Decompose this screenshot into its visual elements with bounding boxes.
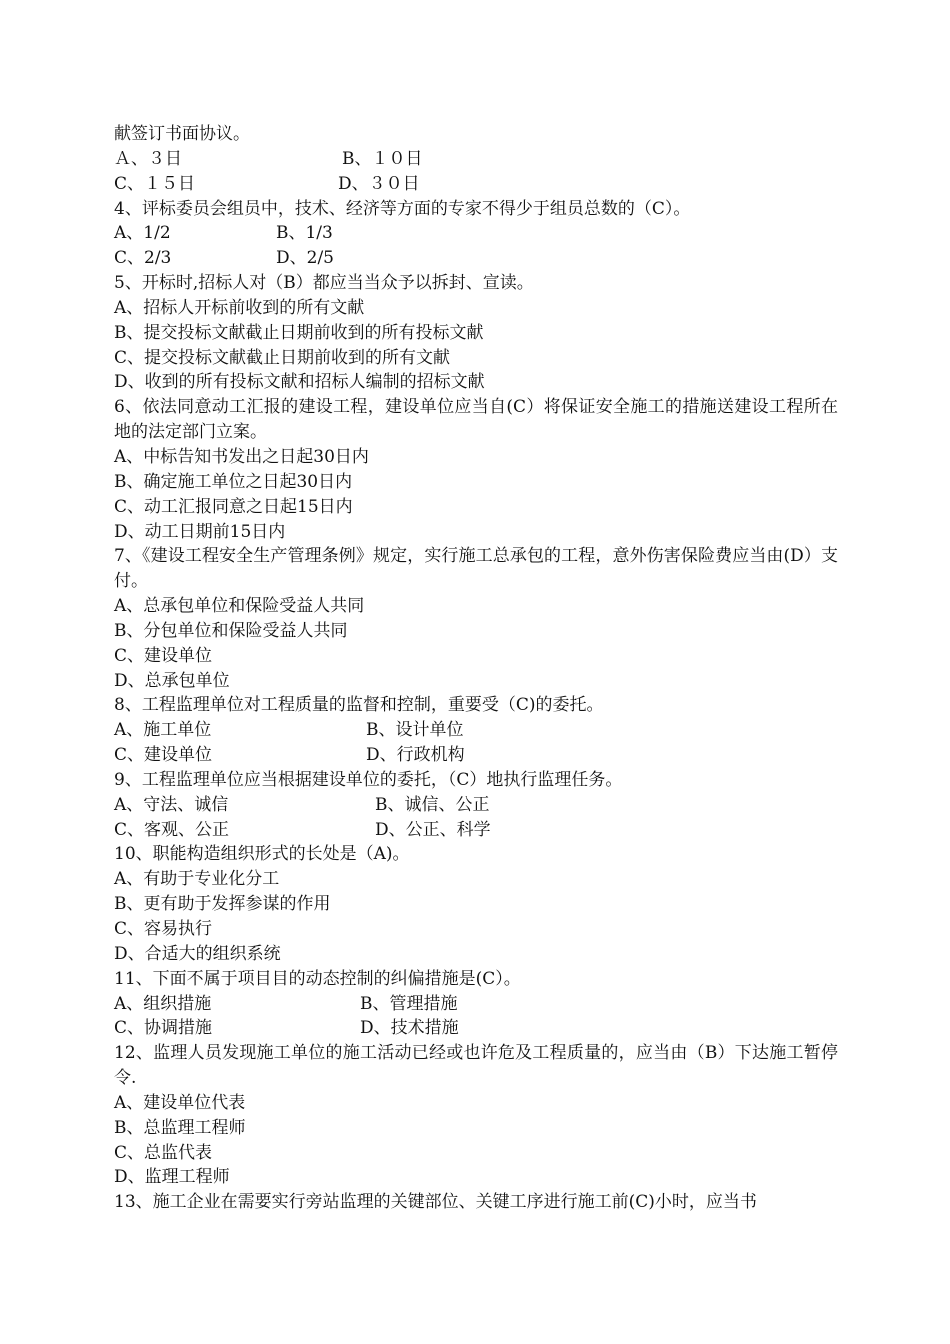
- q11-option-d: D、技术措施: [360, 1018, 459, 1039]
- q5-option-c: C、提交投标文献截止日期前收到的所有文献: [114, 347, 451, 368]
- q10-option-a: A、有助于专业化分工: [114, 869, 280, 890]
- intro-line: 献签订书面协议。: [114, 124, 250, 144]
- q3-option-c: C、１５日: [114, 173, 196, 194]
- q6-option-a: A、中标告知书发出之日起30日内: [114, 446, 369, 467]
- q11-option-b: B、管理措施: [360, 993, 458, 1014]
- q5-option-b: B、提交投标文献截止日期前收到的所有投标文献: [114, 322, 484, 343]
- q9-option-b: B、诚信、公正: [375, 794, 490, 815]
- q8-option-a: A、施工单位: [114, 720, 212, 741]
- q10-option-b: B、更有助于发挥参谋的作用: [114, 894, 331, 915]
- q9-option-d: D、公正、科学: [375, 819, 491, 840]
- q3-option-a: Ａ、３日: [114, 148, 182, 169]
- q12-option-b: B、总监理工程师: [114, 1117, 246, 1138]
- q8-options-row-2: [114, 743, 838, 768]
- q12-stem: 12、监理人员发现施工单位的施工活动已经或也许危及工程质量的，应当由（B）下达施工暂停令.: [114, 1043, 838, 1089]
- q8-stem: 8、工程监理单位对工程质量的监督和控制，重要受（C)的委托。: [114, 695, 604, 716]
- q6-option-d: D、动工日期前15日内: [114, 521, 286, 542]
- q4-option-c: C、2/3: [114, 248, 172, 269]
- q11-stem: 11、下面不属于项目目的动态控制的纠偏措施是(C）。: [114, 968, 521, 989]
- q11-options-row-1: [114, 992, 838, 1017]
- q3-option-b: B、１０日: [342, 148, 423, 169]
- q6-stem: 6、依法同意动工汇报的建设工程，建设单位应当自(C）将保证安全施工的措施送建设工程所在地的法定部门立案。: [114, 397, 838, 443]
- q5-option-d: D、收到的所有投标文献和招标人编制的招标文献: [114, 372, 485, 393]
- q7-option-c: C、建设单位: [114, 645, 213, 666]
- q5-option-a: A、招标人开标前收到的所有文献: [114, 297, 365, 318]
- q4-option-d: D、2/5: [276, 248, 334, 269]
- q11-options-row-2: [114, 1016, 838, 1041]
- q7-option-a: A、总承包单位和保险受益人共同: [114, 596, 365, 617]
- q6-option-b: B、确定施工单位之日起30日内: [114, 471, 353, 492]
- q10-option-d: D、合适大的组织系统: [114, 943, 281, 964]
- q6-option-c: C、动工汇报同意之日起15日内: [114, 496, 353, 517]
- q4-option-a: A、1/2: [114, 223, 171, 244]
- q4-options-row-2: [114, 246, 838, 271]
- q12-option-c: C、总监代表: [114, 1142, 213, 1163]
- q12-option-d: D、监理工程师: [114, 1167, 230, 1188]
- q10-stem: 10、职能构造组织形式的长处是（A)。: [114, 844, 410, 865]
- q10-option-c: C、容易执行: [114, 919, 213, 939]
- q9-stem: 9、工程监理单位应当根据建设单位的委托，（C）地执行监理任务。: [114, 769, 623, 790]
- q13-stem: 13、施工企业在需要实行旁站监理的关键部位、关键工序进行施工前(C)小时，应当书: [114, 1192, 757, 1213]
- q9-option-c: C、客观、公正: [114, 819, 230, 840]
- q4-stem: 4、评标委员会组员中，技术、经济等方面的专家不得少于组员总数的（C）。: [114, 198, 691, 219]
- q3-options-row-1: [114, 147, 838, 172]
- q7-option-d: D、总承包单位: [114, 670, 230, 691]
- q8-option-d: D、行政机构: [366, 745, 465, 766]
- document-body: [114, 122, 838, 1215]
- q7-option-b: B、分包单位和保险受益人共同: [114, 620, 348, 641]
- q11-option-c: C、协调措施: [114, 1018, 213, 1039]
- q8-option-c: C、建设单位: [114, 745, 213, 766]
- q3-options-row-2: [114, 172, 838, 197]
- q9-options-row-1: [114, 793, 838, 818]
- q9-options-row-2: [114, 818, 838, 843]
- q8-options-row-1: [114, 718, 838, 743]
- q8-option-b: B、设计单位: [366, 720, 464, 741]
- q7-stem: 7、《建设工程安全生产管理条例》规定，实行施工总承包的工程，意外伤害保险费应当由(D）支付。: [114, 546, 838, 592]
- q11-option-a: A、组织措施: [114, 993, 212, 1014]
- q5-stem: 5、开标时,招标人对（B）都应当当众予以拆封、宣读。: [114, 273, 534, 294]
- q9-option-a: A、守法、诚信: [114, 794, 229, 815]
- q4-options-row-1: [114, 221, 838, 246]
- q3-option-d: D、３０日: [338, 173, 420, 194]
- q12-option-a: A、建设单位代表: [114, 1092, 246, 1113]
- q4-option-b: B、1/3: [276, 223, 333, 244]
